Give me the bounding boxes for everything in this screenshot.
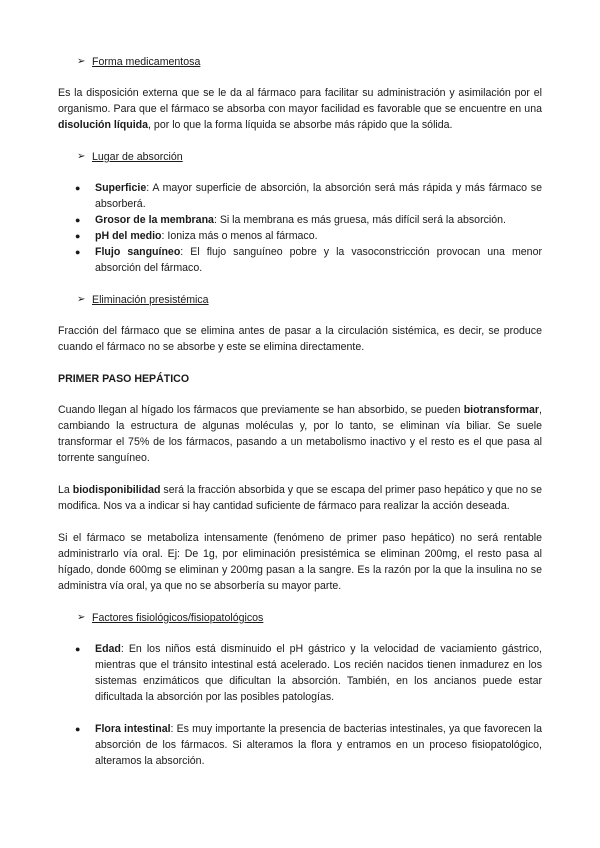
paragraph-eliminacion: Fracción del fármaco que se elimina antes de pasar a la circulación sistémica, es decir, se produce cuando el fármaco no se absorbe y este se elimina directamente. (58, 325, 542, 353)
bullet-icon: ● (75, 247, 81, 257)
heading-label: Forma medicamentosa (92, 56, 201, 68)
list-item: ● pH del medio: Ioniza más o menos al fármaco. (75, 230, 318, 242)
heading-label: Factores fisiológicos/fisiopatológicos (92, 612, 264, 624)
list-factores-2 (58, 721, 542, 769)
heading-label: Lugar de absorción (92, 151, 183, 163)
arrow-bullet-icon: ➢ (77, 151, 86, 162)
bullet-icon: ● (75, 215, 81, 225)
arrow-bullet-icon: ➢ (77, 294, 86, 305)
paragraph-hepatico-3: Si el fármaco se metaboliza intensamente (fenómeno de primer paso hepático) no será rentable administrarlo vía oral. Ej: De 1g, por eliminación presistémica se eliminan 200mg, el resto pasa al hígado, donde 600mg se eliminan y 200mg pasan a la sangre. Es la razón por la que la insulina no se administra vía oral, ya que no se absorbería su mayor parte. (58, 532, 542, 592)
list-factores (58, 641, 542, 705)
list-item: ● Grosor de la membrana: Si la membrana es más gruesa, más difícil será la absorción. (75, 214, 506, 226)
list-lugar (58, 180, 542, 276)
arrow-bullet-icon: ➢ (77, 56, 86, 67)
bullet-icon: ● (75, 724, 81, 734)
bullet-icon: ● (75, 231, 81, 241)
list-item: ● Flujo sanguíneo: El flujo sanguíneo pobre y la vasoconstricción provocan una menor absorción del fármaco. (75, 246, 542, 274)
bullet-icon: ● (75, 183, 81, 193)
section-heading-forma (77, 54, 542, 70)
arrow-bullet-icon: ➢ (77, 612, 86, 623)
heading-label: Eliminación presistémica (92, 294, 209, 306)
section-heading-lugar (77, 149, 542, 165)
document-page (58, 54, 542, 769)
paragraph-hepatico-1: Cuando llegan al hígado los fármacos que previamente se han absorbido, se pueden biotransformar, cambiando la estructura de algunas moléculas y, por lo tanto, se eliminan vía biliar. Se suele transformar el 75% de los fármacos, pasando a un metabolismo inactivo y el resto es el que pasa al torrente sanguíneo. (58, 404, 542, 464)
paragraph-forma: Es la disposición externa que se le da al fármaco para facilitar su administración y asimilación por el organismo. Para que el fármaco se absorba con mayor facilidad es favorable que se encuentre en una disolución líquida, por lo que la forma líquida se absorbe más rápido que la sólida. (58, 87, 542, 131)
paragraph-hepatico-2: La biodisponibilidad será la fracción absorbida y que se escapa del primer paso hepático y que no se modifica. Nos va a indicar si hay cantidad suficiente de fármaco para realizar la acción deseada. (58, 484, 542, 512)
bullet-icon: ● (75, 644, 81, 654)
list-item: ● Edad: En los niños está disminuido el pH gástrico y la velocidad de vaciamiento gástrico, mientras que el tránsito intestinal está acelerado. Los recién nacidos tienen inmadurez en los sistemas enzimáticos que dificultan la absorción. También, en los ancianos puede estar dificultada la absorción por las posibles patologías. (75, 643, 542, 703)
list-item: ● Flora intestinal: Es muy importante la presencia de bacterias intestinales, ya que favorecen la absorción de los fármacos. Si alteramos la flora y entramos en un proceso fisiopatológico, alteramos la absorción. (75, 723, 542, 767)
section-title-hepatico: PRIMER PASO HEPÁTICO (58, 373, 190, 385)
section-heading-factores (77, 610, 542, 626)
list-item: ● Superficie: A mayor superficie de absorción, la absorción será más rápida y más fármaco se absorberá. (75, 182, 542, 210)
section-heading-eliminacion (77, 292, 542, 308)
